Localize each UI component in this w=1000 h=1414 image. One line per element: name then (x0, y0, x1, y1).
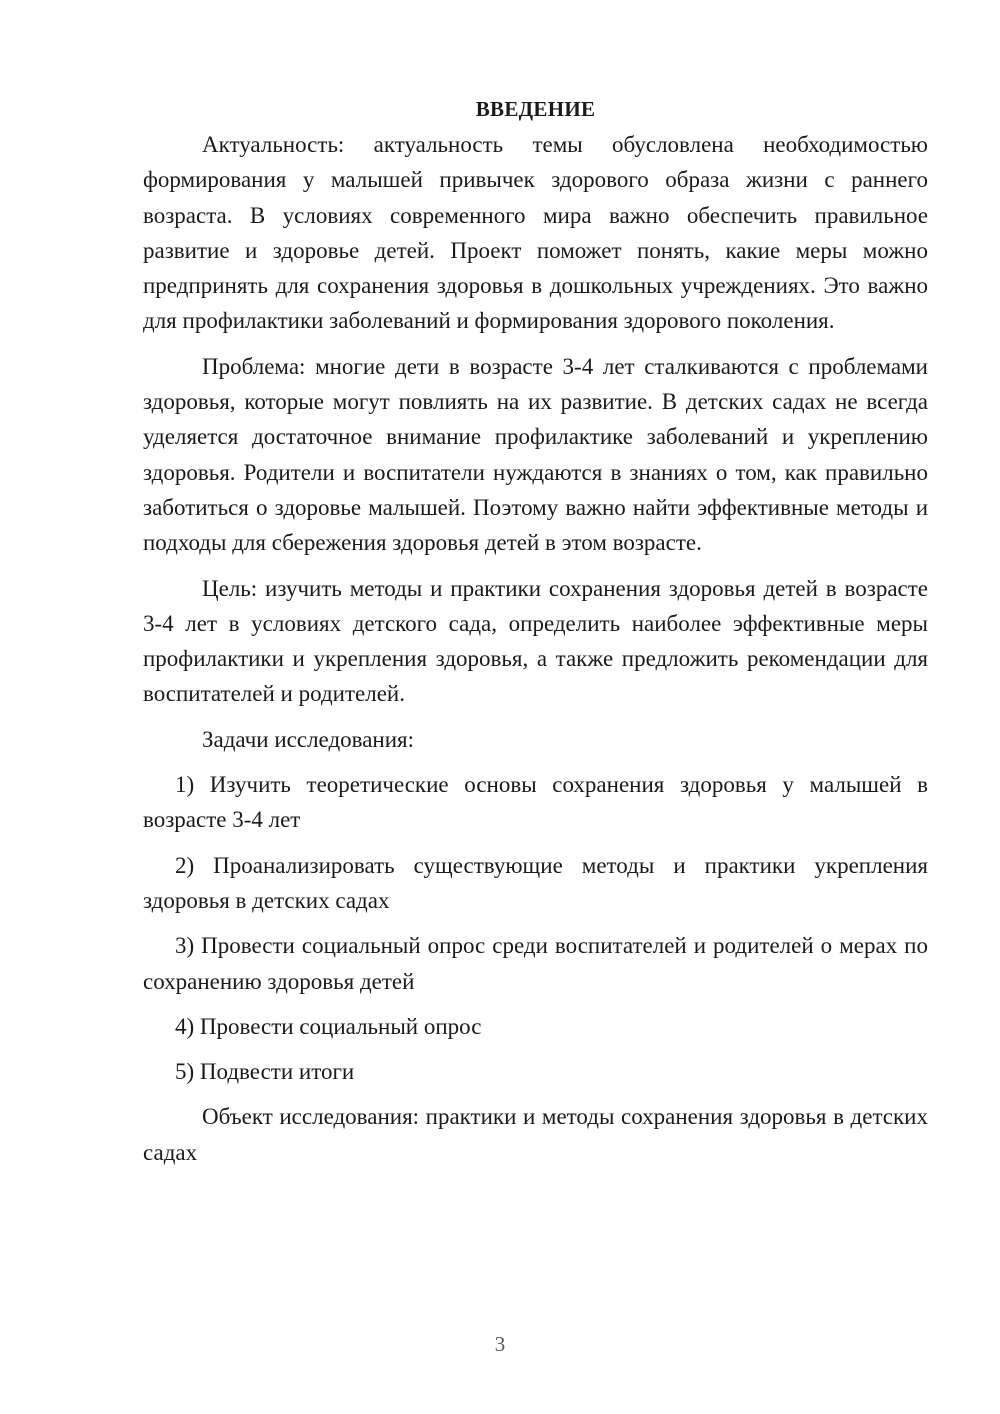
task-item: 3) Провести социальный опрос среди воспитателей и родителей о мерах по сохранению здоровья детей (143, 933, 928, 994)
paragraph-object: Объект исследования: практики и методы сохранения здоровья в детских садах (143, 1104, 928, 1165)
task-item: 5) Подвести итоги (175, 1059, 355, 1085)
page-title: ВВЕДЕНИЕ (475, 97, 596, 121)
document-page (143, 92, 928, 1170)
task-item: 4) Провести социальный опрос (175, 1013, 482, 1039)
tasks-heading: Задачи исследования: (202, 726, 415, 752)
task-item: 1) Изучить теоретические основы сохранения здоровья у малышей в возрасте 3-4 лет (143, 772, 928, 833)
paragraph-relevance: Актуальность: актуальность темы обусловлена необходимостью формирования у малышей привычек здорового образа жизни с раннего возраста. В условиях современного мира важно обеспечить правильное развитие и здоровье детей. Проект поможет понять, какие меры можно предпринять для сохранения здоровья в дошкольных учреждениях. Это важно для профилактики заболеваний и формирования здорового поколения. (143, 132, 928, 334)
paragraph-goal: Цель: изучить методы и практики сохранения здоровья детей в возрасте 3-4 лет в условиях детского сада, определить наиболее эффективные меры профилактики и укрепления здоровья, а также предложить рекомендации для воспитателей и родителей. (143, 575, 928, 707)
page-number: 3 (494, 1332, 506, 1356)
task-item: 2) Проанализировать существующие методы и практики укрепления здоровья в детских садах (143, 852, 928, 913)
paragraph-problem: Проблема: многие дети в возрасте 3-4 лет сталкиваются с проблемами здоровья, которые могут повлиять на их развитие. В детских садах не всегда уделяется достаточное внимание профилактике заболеваний и укреплению здоровья. Родители и воспитатели нуждаются в знаниях о том, как правильно заботиться о здоровье малышей. Поэтому важно найти эффективные методы и подходы для сбережения здоровья детей в этом возрасте. (143, 353, 928, 556)
